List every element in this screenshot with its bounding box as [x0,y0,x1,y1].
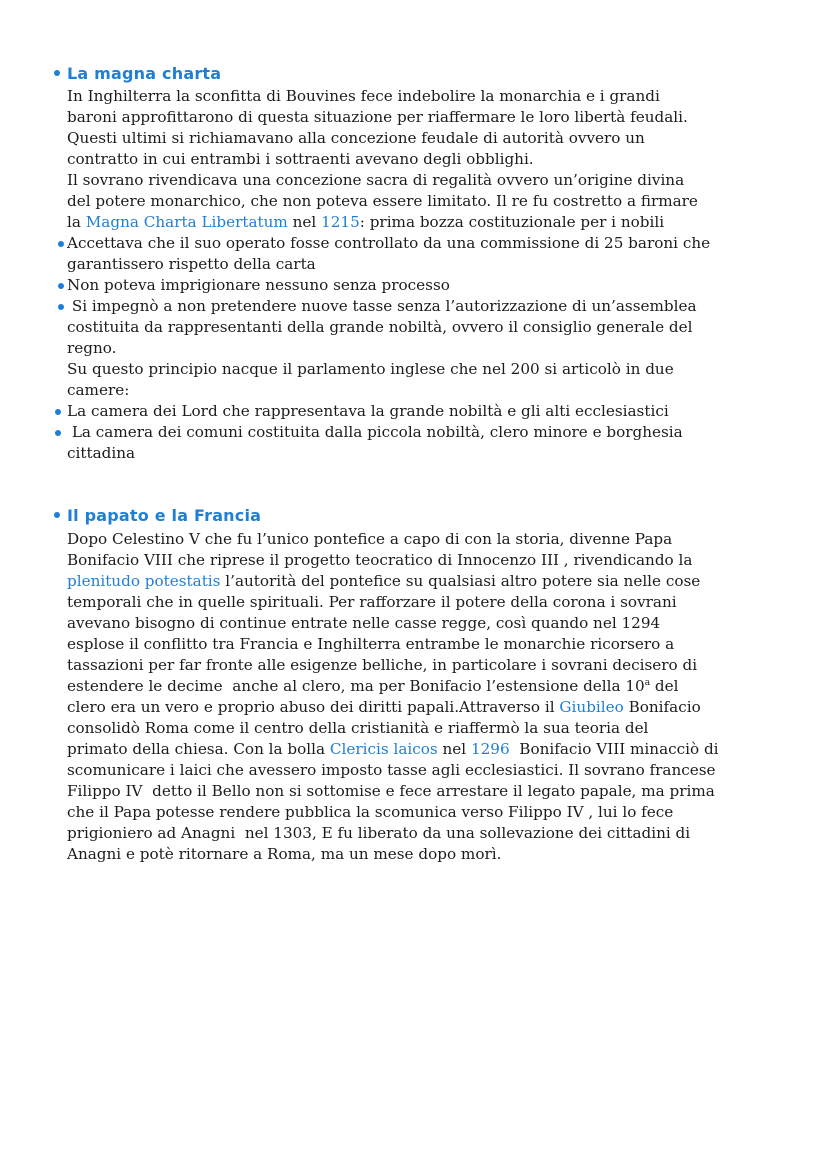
highlighted-term: plenitudo potestatis [67,572,221,590]
paragraph-line: Questi ultimi si richiamavano alla concezione feudale di autorità ovvero un [67,129,645,147]
highlighted-term: Clericis laicos [329,740,438,758]
paragraph-line: scomunicare i laici che avessero imposto tasse agli ecclesiastici. Il sovrano francese [67,761,716,779]
paragraph-line: clero era un vero e proprio abuso dei diritti papali.Attraverso il Giubileo Bonifacio [67,698,701,716]
paragraph-line: esplose il conflitto tra Francia e Inghilterra entrambe le monarchie ricorsero a [67,635,675,653]
highlighted-date: 1215 [321,213,360,231]
section-heading: La magna charta [54,64,221,83]
paragraph-line: tassazioni per far fronte alle esigenze belliche, in particolare i sovrani decisero di [67,656,698,674]
paragraph-line: la Magna Charta Libertatum nel 1215: prima bozza costituzionale per i nobili [67,213,665,231]
bullet-dot-icon [58,304,64,310]
section-heading: Il papato e la Francia [54,506,261,525]
paragraph-line: avevano bisogno di continue entrate nelle casse regge, così quando nel 1294 [67,614,661,632]
paragraph-line: del potere monarchico, che non poteva essere limitato. Il re fu costretto a firmare [67,192,698,210]
bullet-dot-icon [54,70,60,76]
paragraph-line: Dopo Celestino V che fu l’unico pontefice a capo di con la storia, divenne Papa [67,530,673,548]
paragraph-line: primato della chiesa. Con la bolla Clericis laicos nel 1296 Bonifacio VIII minacciò di [67,740,719,758]
paragraph-line: estendere le decime anche al clero, ma per Bonifacio l’estensione della 10$^a$ del [67,677,679,695]
bullet-dot-icon [58,283,64,289]
bullet-item-continued: regno. [67,339,117,357]
paragraph-line: plenitudo potestatis l’autorità del pontefice su qualsiasi altro potere sia nelle cose [67,572,701,590]
bullet-dot-icon [58,241,64,247]
paragraph-line: che il Papa potesse rendere pubblica la scomunica verso Filippo IV , lui lo fece [67,803,674,821]
bullet-item: La camera dei comuni costituita dalla piccola nobiltà, clero minore e borghesia [67,423,683,441]
paragraph-line: temporali che in quelle spirituali. Per rafforzare il potere della corona i sovrani [67,593,677,611]
paragraph-line: Anagni e potè ritornare a Roma, ma un mese dopo morì. [67,845,502,863]
paragraph-line: In Inghilterra la sconfitta di Bouvines fece indebolire la monarchia e i grandi [67,87,660,105]
paragraph-line: prigioniero ad Anagni nel 1303, E fu liberato da una sollevazione dei cittadini di [67,824,691,842]
superscript: a [644,677,651,688]
bullet-dot-icon [55,430,61,436]
bullet-item-continued: garantissero rispetto della carta [67,255,316,273]
paragraph-line: Filippo IV detto il Bello non si sottomise e fece arrestare il legato papale, ma prima [67,782,715,800]
bullet-item: Si impegnò a non pretendere nuove tasse senza l’autorizzazione di un’assemblea [67,297,697,315]
paragraph-line: consolidò Roma come il centro della cristianità e riaffermò la sua teoria del [67,719,649,737]
highlighted-term: Magna Charta Libertatum [85,213,288,231]
highlighted-date: 1296 [470,740,510,758]
paragraph-line: camere: [67,381,130,399]
bullet-item-continued: costituita da rappresentanti della grande nobiltà, ovvero il consiglio generale del [67,318,693,336]
bullet-dot-icon [55,409,61,415]
paragraph-line: Bonifacio VIII che riprese il progetto teocratico di Innocenzo III , rivendicando la [67,551,693,569]
paragraph-line: baroni approfittarono di questa situazione per riaffermare le loro libertà feudali. [67,108,688,126]
paragraph-line: Il sovrano rivendicava una concezione sacra di regalità ovvero un’origine divina [67,171,685,189]
bullet-dot-icon [54,512,60,518]
bullet-item: La camera dei Lord che rappresentava la grande nobiltà e gli alti ecclesiastici [67,402,669,420]
paragraph-line: contratto in cui entrambi i sottraenti avevano degli obblighi. [67,150,534,168]
bullet-item: Accettava che il suo operato fosse controllato da una commissione di 25 baroni che [67,234,711,252]
highlighted-term: Giubileo [559,698,624,716]
bullet-item: Non poteva imprigionare nessuno senza processo [67,276,450,294]
bullet-item-continued: cittadina [67,444,136,462]
paragraph-line: Su questo principio nacque il parlamento inglese che nel 200 si articolò in due [67,360,674,378]
